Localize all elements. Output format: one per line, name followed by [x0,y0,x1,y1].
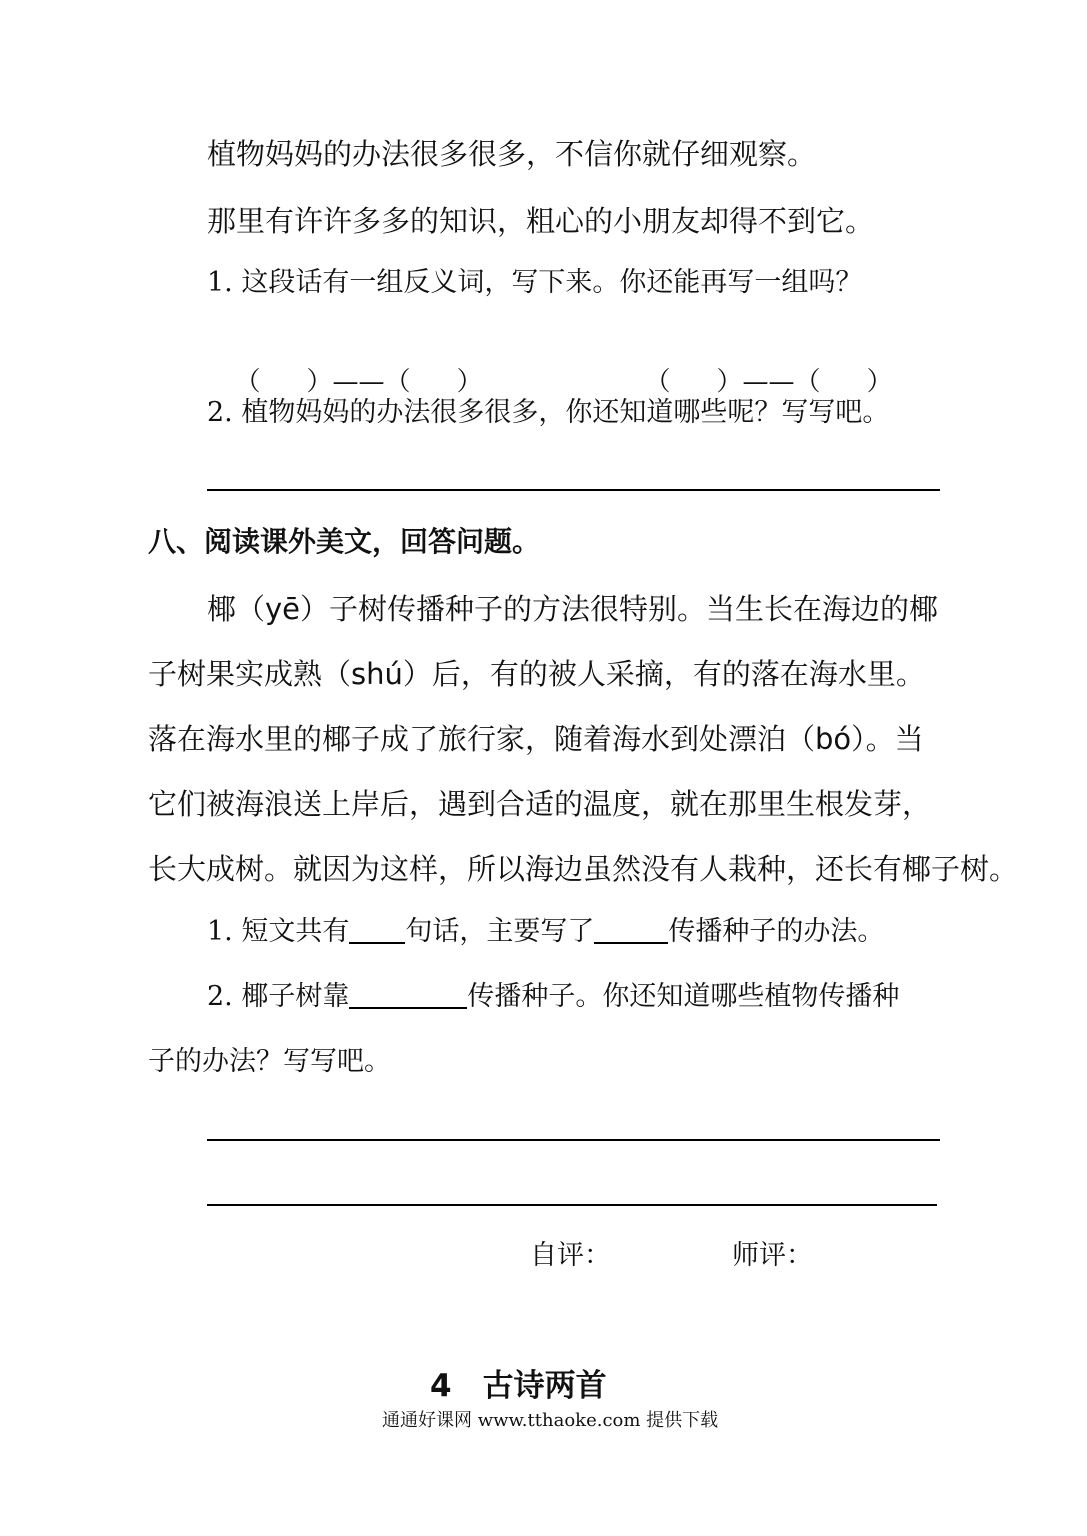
question-antonyms: 1. 这段话有一组反义词，写下来。你还能再写一组吗？ [207,267,863,298]
question-more-methods: 2. 植物妈妈的办法很多很多，你还知道哪些呢？写写吧。 [207,397,890,428]
answer-line-3[interactable] [207,1204,937,1206]
question-coconut-method [207,977,899,1017]
answer-line-1[interactable] [207,489,940,491]
antonym-pair-1-open: （ [234,367,261,397]
reading-line-1: 椰（yē）子树传播种子的方法很特别。当生长在海边的椰 [207,592,939,626]
antonym-pair-2-open: （ [644,367,671,397]
reading-line-5: 长大成树。就因为这样，所以海边虽然没有人栽种，还长有椰子树。 [148,852,1019,886]
answer-line-2[interactable] [207,1139,940,1141]
footer-text: 通通好课网 www.tthaoke.com 提供下载 [382,1410,719,1431]
question-sentence-count [207,912,884,952]
antonym-pair-2-mid: ）——（ [716,367,821,397]
question-sentence-count-c: 传播种子的办法。 [668,916,885,947]
antonym-pair-2-close: ） [866,367,893,397]
section-heading: 八、阅读课外美文，回答问题。 [148,525,541,558]
question-sentence-count-b: 句话，主要写了 [405,916,595,947]
reading-line-4: 它们被海浪送上岸后，遇到合适的温度，就在那里生根发芽， [148,787,932,821]
coconut-method-blank[interactable] [349,981,467,1009]
antonym-pair-2[interactable] [628,328,893,400]
question-sentence-count-a: 1. 短文共有 [207,916,350,947]
passage-line-1: 植物妈妈的办法很多很多，不信你就仔细观察。 [207,137,817,171]
sentence-count-blank[interactable] [349,916,405,944]
question-coconut-method-cont: 子的办法？写写吧。 [148,1046,391,1077]
antonym-pair-1[interactable] [218,328,483,400]
question-coconut-method-a: 2. 椰子树靠 [207,981,350,1012]
antonym-pair-1-mid: ）——（ [306,367,411,397]
next-lesson-title: 4 古诗两首 [430,1368,607,1404]
antonym-pair-1-close: ） [456,367,483,397]
passage-line-2: 那里有许许多多的知识，粗心的小朋友却得不到它。 [207,204,875,238]
teacher-evaluation-label: 师评： [732,1240,813,1271]
reading-line-2: 子树果实成熟（shú）后，有的被人采摘，有的落在海水里。 [148,657,925,691]
reading-line-3: 落在海水里的椰子成了旅行家，随着海水到处漂泊（bó）。当 [148,722,924,756]
self-evaluation-label: 自评： [530,1240,611,1271]
main-subject-blank[interactable] [594,916,668,944]
question-coconut-method-b: 传播种子。你还知道哪些植物传播种 [467,981,900,1012]
